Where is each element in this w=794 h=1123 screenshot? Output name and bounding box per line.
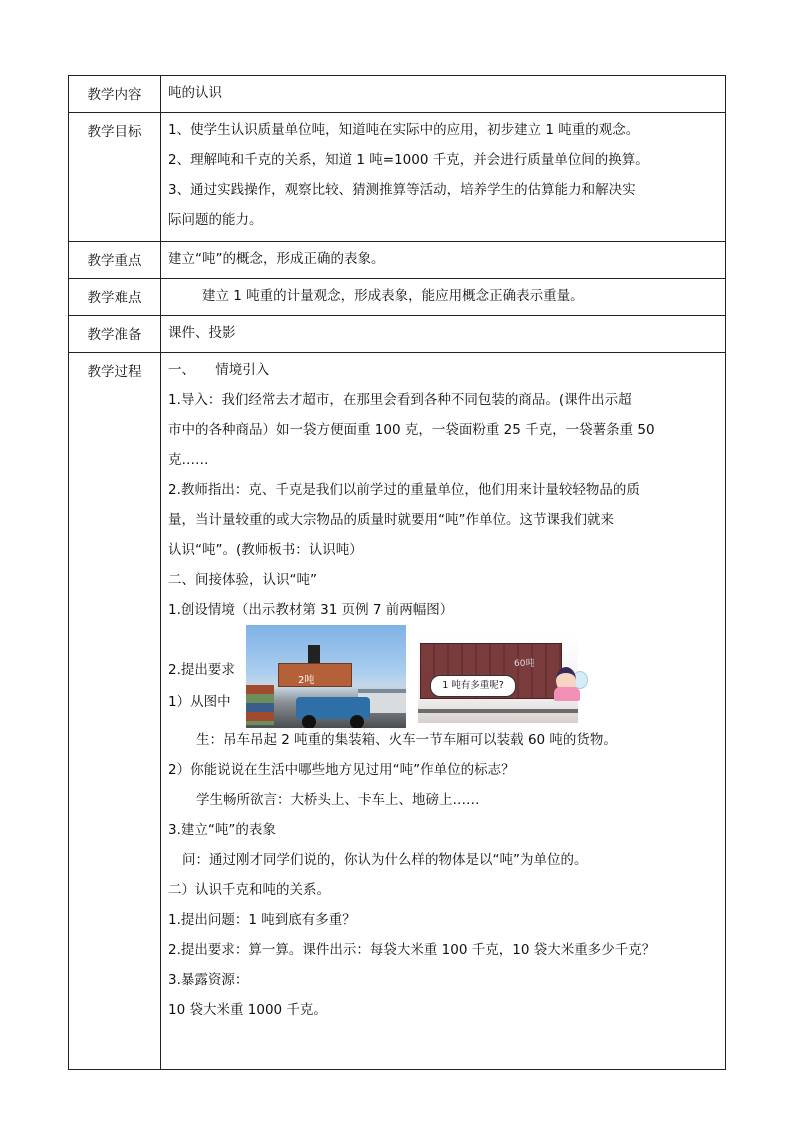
lesson-title: 吨的认识 <box>161 76 726 113</box>
process-line: 10 袋大米重 1000 千克。 <box>168 1002 327 1018</box>
row-prep <box>69 316 726 353</box>
process-line: 二）认识千克和吨的关系。 <box>168 882 330 898</box>
prep-content: 课件、投影 <box>161 316 726 353</box>
wagon-number: 60吨 <box>514 659 535 669</box>
process-line: 2.提出要求 <box>168 662 235 678</box>
process-line: 问：通过刚才同学们说的，你认为什么样的物体是以“吨”为单位的。 <box>182 852 588 868</box>
process-content <box>161 353 726 1070</box>
textbook-images <box>168 625 719 725</box>
process-line: 学生畅所欲言：大桥头上、卡车上、地磅上…… <box>196 792 480 808</box>
process-line: 3.暴露资源： <box>168 972 249 988</box>
process-line: 1）从图中 <box>168 694 231 710</box>
speech-bubble: 1 吨有多重呢? <box>430 675 516 697</box>
key-content: 建立“吨”的概念，形成正确的表象。 <box>161 242 726 279</box>
goals-content <box>161 113 726 242</box>
container-label: 2吨 <box>298 675 315 686</box>
row-content <box>69 76 726 113</box>
label-content: 教学内容 <box>69 76 161 113</box>
cartoon-girl <box>548 663 584 703</box>
process-line: 3.建立“吨”的表象 <box>168 822 276 838</box>
process-line: 量，当计量较重的或大宗物品的质量时就要用“吨”作单位。这节课我们就来 <box>168 512 614 528</box>
goal-line: 2、理解吨和千克的关系，知道 1 吨=1000 千克，并会进行质量单位间的换算。 <box>168 152 649 168</box>
difficulty-content: 建立 1 吨重的计量观念，形成表象，能应用概念正确表示重量。 <box>161 279 726 316</box>
label-key: 教学重点 <box>69 242 161 279</box>
crane-container-photo <box>246 625 406 728</box>
row-key <box>69 242 726 279</box>
goal-line: 际问题的能力。 <box>168 212 263 228</box>
goal-line: 1、使学生认识质量单位吨，知道吨在实际中的应用，初步建立 1 吨重的观念。 <box>168 122 640 138</box>
lesson-plan-table <box>68 75 726 1070</box>
process-line: 2）你能说说在生活中哪些地方见过用“吨”作单位的标志？ <box>168 762 515 778</box>
goal-line: 3、通过实践操作，观察比较、猜测推算等活动，培养学生的估算能力和解决实 <box>168 182 636 198</box>
process-line: 1.创设情境（出示教材第 31 页例 7 前两幅图） <box>168 602 454 618</box>
container-box <box>278 663 352 687</box>
process-line: 克…… <box>168 452 209 468</box>
label-process: 教学过程 <box>69 353 161 1070</box>
process-line: 一、 情境引入 <box>168 362 270 378</box>
process-line: 1.提出问题：1 吨到底有多重？ <box>168 912 356 928</box>
label-prep: 教学准备 <box>69 316 161 353</box>
process-line: 市中的各种商品）如一袋方便面重 100 克，一袋面粉重 25 千克，一袋薯条重 50 <box>168 422 655 438</box>
train-wagon-photo <box>418 633 578 723</box>
process-line: 生：吊车吊起 2 吨重的集装箱、火车一节车厢可以装载 60 吨的货物。 <box>196 732 617 748</box>
process-line: 2.提出要求：算一算。课件出示：每袋大米重 100 千克，10 袋大米重多少千克？ <box>168 942 656 958</box>
label-difficulty: 教学难点 <box>69 279 161 316</box>
process-line: 1.导入：我们经常去才超市，在那里会看到各种不同包装的商品。(课件出示超 <box>168 392 632 408</box>
row-process <box>69 353 726 1070</box>
row-difficulty <box>69 279 726 316</box>
process-line: 二、间接体验，认识“吨” <box>168 572 317 588</box>
process-line: 2.教师指出：克、千克是我们以前学过的重量单位，他们用来计量较轻物品的质 <box>168 482 640 498</box>
process-line: 认识“吨”。(教师板书：认识吨） <box>168 542 363 558</box>
row-goals <box>69 113 726 242</box>
label-goals: 教学目标 <box>69 113 161 242</box>
